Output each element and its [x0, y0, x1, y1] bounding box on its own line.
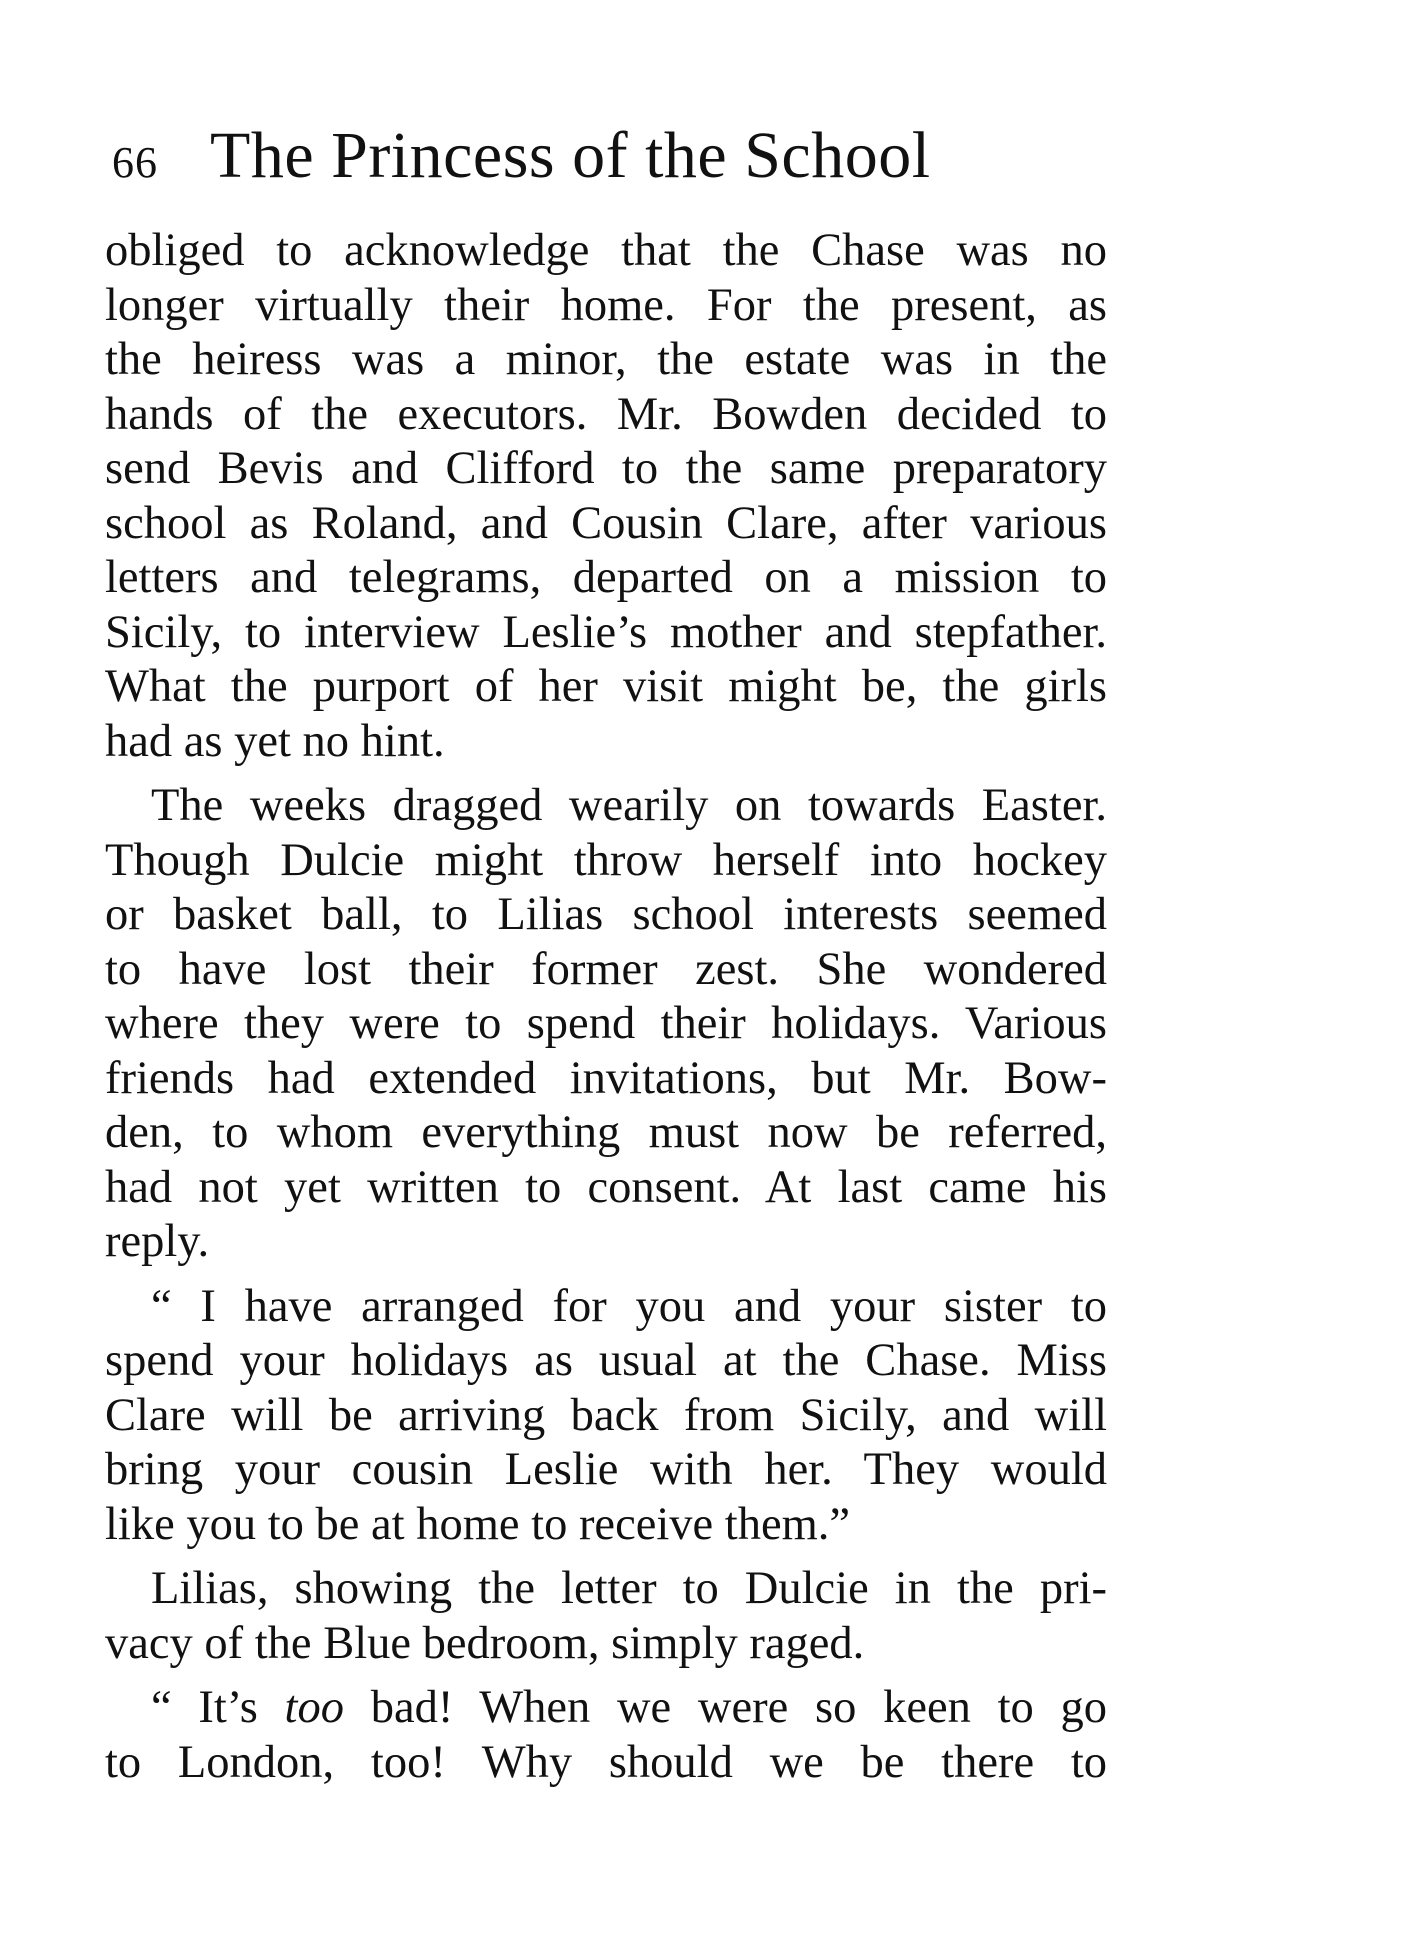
text-line: reply. — [105, 1216, 210, 1267]
text-line: Lilias, showing the letter to Dulcie in the pri- — [151, 1563, 1107, 1614]
paragraph — [105, 1681, 1107, 1790]
paragraph — [105, 779, 1107, 1270]
paragraph — [105, 1562, 1107, 1671]
paragraph — [105, 224, 1107, 769]
text-line: had not yet written to consent. At last came his — [105, 1161, 1107, 1213]
text-line: spend your holidays as usual at the Chase. Miss — [105, 1335, 1107, 1386]
text-line: longer virtually their home. For the present, as — [105, 279, 1107, 331]
page-header — [112, 118, 931, 198]
body-text — [105, 224, 1107, 1790]
text-line: letters and telegrams, departed on a mission to — [105, 552, 1107, 603]
running-title: The Princess of the School — [210, 119, 931, 192]
text-line: had as yet no hint. — [105, 715, 445, 767]
text-line: friends had extended invitations, but Mr. Bow- — [105, 1052, 1107, 1104]
text-line: send Bevis and Clifford to the same preparatory — [105, 443, 1107, 494]
text-line: bring your cousin Leslie with her. They would — [105, 1444, 1107, 1495]
text-line — [105, 1681, 1107, 1736]
text-line: vacy of the Blue bedroom, simply raged. — [105, 1617, 865, 1669]
text-line: to have lost their former zest. She wondered — [105, 943, 1107, 995]
text-line: The weeks dragged wearily on towards Easter. — [151, 780, 1107, 831]
text-line: What the purport of her visit might be, the girls — [105, 661, 1107, 712]
text-line: the heiress was a minor, the estate was in the — [105, 334, 1107, 385]
paragraph — [105, 1280, 1107, 1553]
text-line: hands of the executors. Mr. Bowden decided to — [105, 388, 1107, 440]
text-line: obliged to acknowledge that the Chase was no — [105, 225, 1107, 276]
text-line: “ I have arranged for you and your sister to — [151, 1280, 1107, 1332]
text-run: bad! When we were so keen to go — [343, 1682, 1107, 1733]
emphasized-text: too — [284, 1682, 344, 1733]
text-line: or basket ball, to Lilias school interests seemed — [105, 889, 1107, 940]
text-line: Sicily, to interview Leslie’s mother and stepfather. — [105, 606, 1107, 658]
text-line: like you to be at home to receive them.” — [105, 1498, 851, 1550]
page-number: 66 — [112, 138, 158, 187]
text-line: to London, too! Why should we be there to — [105, 1736, 1107, 1788]
text-line: den, to whom everything must now be referred, — [105, 1107, 1107, 1158]
text-line: Though Dulcie might throw herself into hockey — [105, 834, 1107, 886]
text-line: Clare will be arriving back from Sicily, and will — [105, 1389, 1107, 1441]
text-line: where they were to spend their holidays. Various — [105, 998, 1107, 1049]
text-run: “ It’s — [151, 1682, 285, 1733]
text-line: school as Roland, and Cousin Clare, after various — [105, 497, 1107, 549]
